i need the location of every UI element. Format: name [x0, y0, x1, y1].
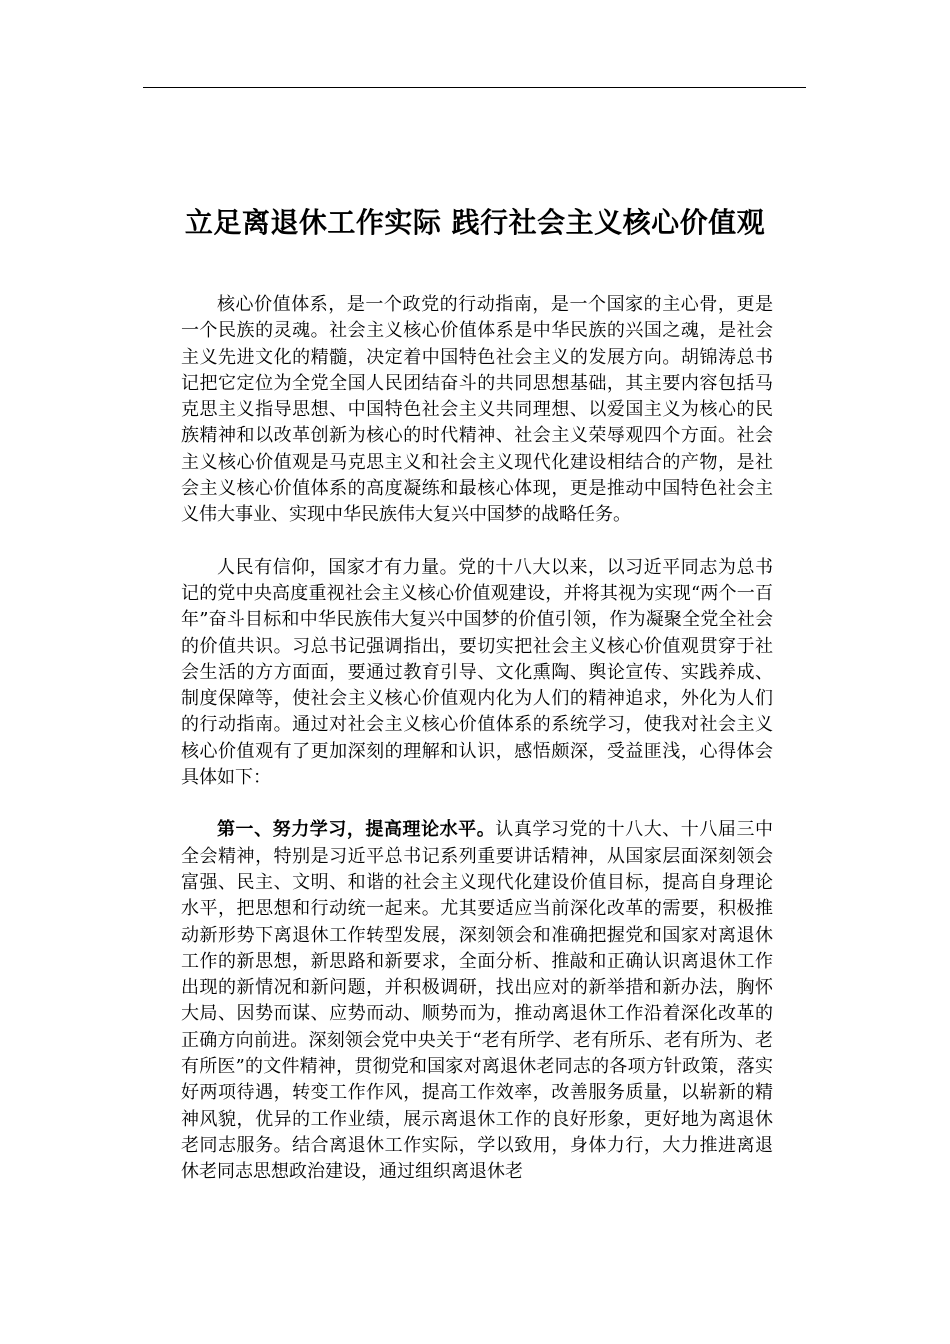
paragraph-text: 人民有信仰，国家才有力量。党的十八大以来，以习近平同志为总书记的党中央高度重视社会主义核心价值观建设，并将其视为实现“两个一百年”奋斗目标和中华民族伟大复兴中国梦的价值引领，作为凝聚全党全社会的价值共识。习总书记强调指出，要切实把社会主义核心价值观贯穿于社会生活的方方面面，要通过教育引导、文化熏陶、舆论宣传、实践养成、制度保障等，使社会主义核心价值观内化为人们的精神追求，外化为人们的行动指南。通过对社会主义核心价值体系的系统学习，使我对社会主义核心价值观有了更加深刻的理解和认识，感悟颇深，受益匪浅，心得体会具体如下：: [181, 556, 773, 789]
paragraph-1: [181, 292, 773, 529]
paragraph-lead: 第一、努力学习，提高理论水平。: [217, 819, 496, 841]
paragraph-text: 核心价值体系，是一个政党的行动指南，是一个国家的主心骨，更是一个民族的灵魂。社会主义核心价值体系是中华民族的兴国之魂，是社会主义先进文化的精髓，决定着中国特色社会主义的发展方向。胡锦涛总书记把它定位为全党全国人民团结奋斗的共同思想基础，其主要内容包括马克思主义指导思想、中国特色社会主义共同理想、以爱国主义为核心的民族精神和以改革创新为核心的时代精神、社会主义荣辱观四个方面。社会主义核心价值观是马克思主义和社会主义现代化建设相结合的产物，是社会主义核心价值体系的高度凝练和最核心体现，更是推动中国特色社会主义伟大事业、实现中华民族伟大复兴中国梦的战略任务。: [181, 294, 773, 526]
header-rule: [143, 87, 806, 88]
paragraph-3: [181, 817, 773, 1185]
paragraph-text: 认真学习党的十八大、十八届三中全会精神，特别是习近平总书记系列重要讲话精神，从国家层面深刻领会富强、民主、文明、和谐的社会主义现代化建设价值目标，提高自身理论水平，把思想和行动统一起来。尤其要适应当前深化改革的需要，积极推动新形势下离退休工作转型发展，深刻领会和准确把握党和国家对离退休工作的新思想，新思路和新要求，全面分析、推敲和正确认识离退休工作出现的新情况和新问题，并积极调研，找出应对的新举措和新办法，胸怀大局、因势而谋、应势而动、顺势而为，推动离退休工作沿着深化改革的正确方向前进。深刻领会党中央关于“老有所学、老有所乐、老有所为、老有所医”的文件精神，贯彻党和国家对离退休老同志的各项方针政策，落实好两项待遇，转变工作作风，提高工作效率，改善服务质量，以崭新的精神风貌，优异的工作业绩，展示离退休工作的良好形象，更好地为离退休老同志服务。结合离退休工作实际，学以致用，身体力行，大力推进离退休老同志思想政治建设，通过组织离退休老: [181, 819, 774, 1183]
document-title: 立足离退休工作实际 践行社会主义核心价值观: [184, 206, 766, 239]
document-body: [181, 292, 773, 1212]
paragraph-2: [181, 555, 773, 792]
